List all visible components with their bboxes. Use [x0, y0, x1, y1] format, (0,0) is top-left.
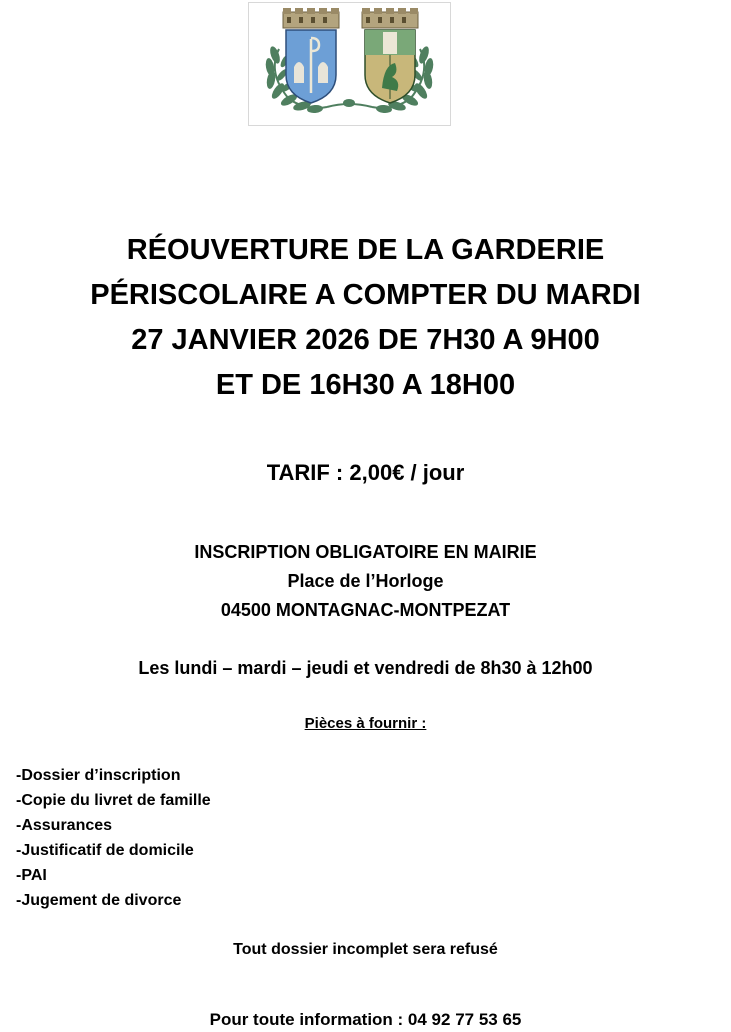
coat-of-arms-left-icon — [283, 8, 339, 103]
headline-line-3: 27 JANVIER 2026 DE 7H30 A 9H00 — [131, 324, 600, 356]
pieces-list — [16, 763, 211, 913]
inscription-address: Place de l’Horloge — [287, 571, 444, 591]
coat-of-arms-right-icon — [362, 8, 418, 103]
list-item: -Copie du livret de famille — [16, 792, 211, 809]
list-item: -PAI — [16, 867, 47, 884]
logo-coats-of-arms — [249, 3, 450, 125]
list-item: -Justificatif de domicile — [16, 842, 194, 859]
headline-line-2: PÉRISCOLAIRE A COMPTER DU MARDI — [90, 279, 641, 311]
list-item: -Dossier d’inscription — [16, 767, 181, 784]
list-item: -Jugement de divorce — [16, 892, 182, 909]
inscription-line-1: INSCRIPTION OBLIGATOIRE EN MAIRIE — [194, 542, 537, 562]
headline-line-1: RÉOUVERTURE DE LA GARDERIE — [126, 234, 605, 266]
contact-info: Pour toute information : 04 92 77 53 65 — [209, 1010, 522, 1029]
inscription-city: 04500 MONTAGNAC-MONTPEZAT — [220, 600, 511, 620]
logo-box — [248, 2, 451, 126]
headline-line-4: ET DE 16H30 A 18H00 — [215, 369, 516, 401]
announcement-headline — [0, 228, 731, 408]
incomplete-notice: Tout dossier incomplet sera refusé — [233, 941, 498, 958]
inscription-block — [0, 538, 731, 625]
pieces-title: Pièces à fournir : — [304, 715, 427, 732]
list-item: -Assurances — [16, 817, 113, 834]
opening-hours: Les lundi – mardi – jeudi et vendredi de 8h30 à 12h00 — [138, 658, 593, 678]
tarif-text: TARIF : 2,00€ / jour — [266, 460, 465, 485]
